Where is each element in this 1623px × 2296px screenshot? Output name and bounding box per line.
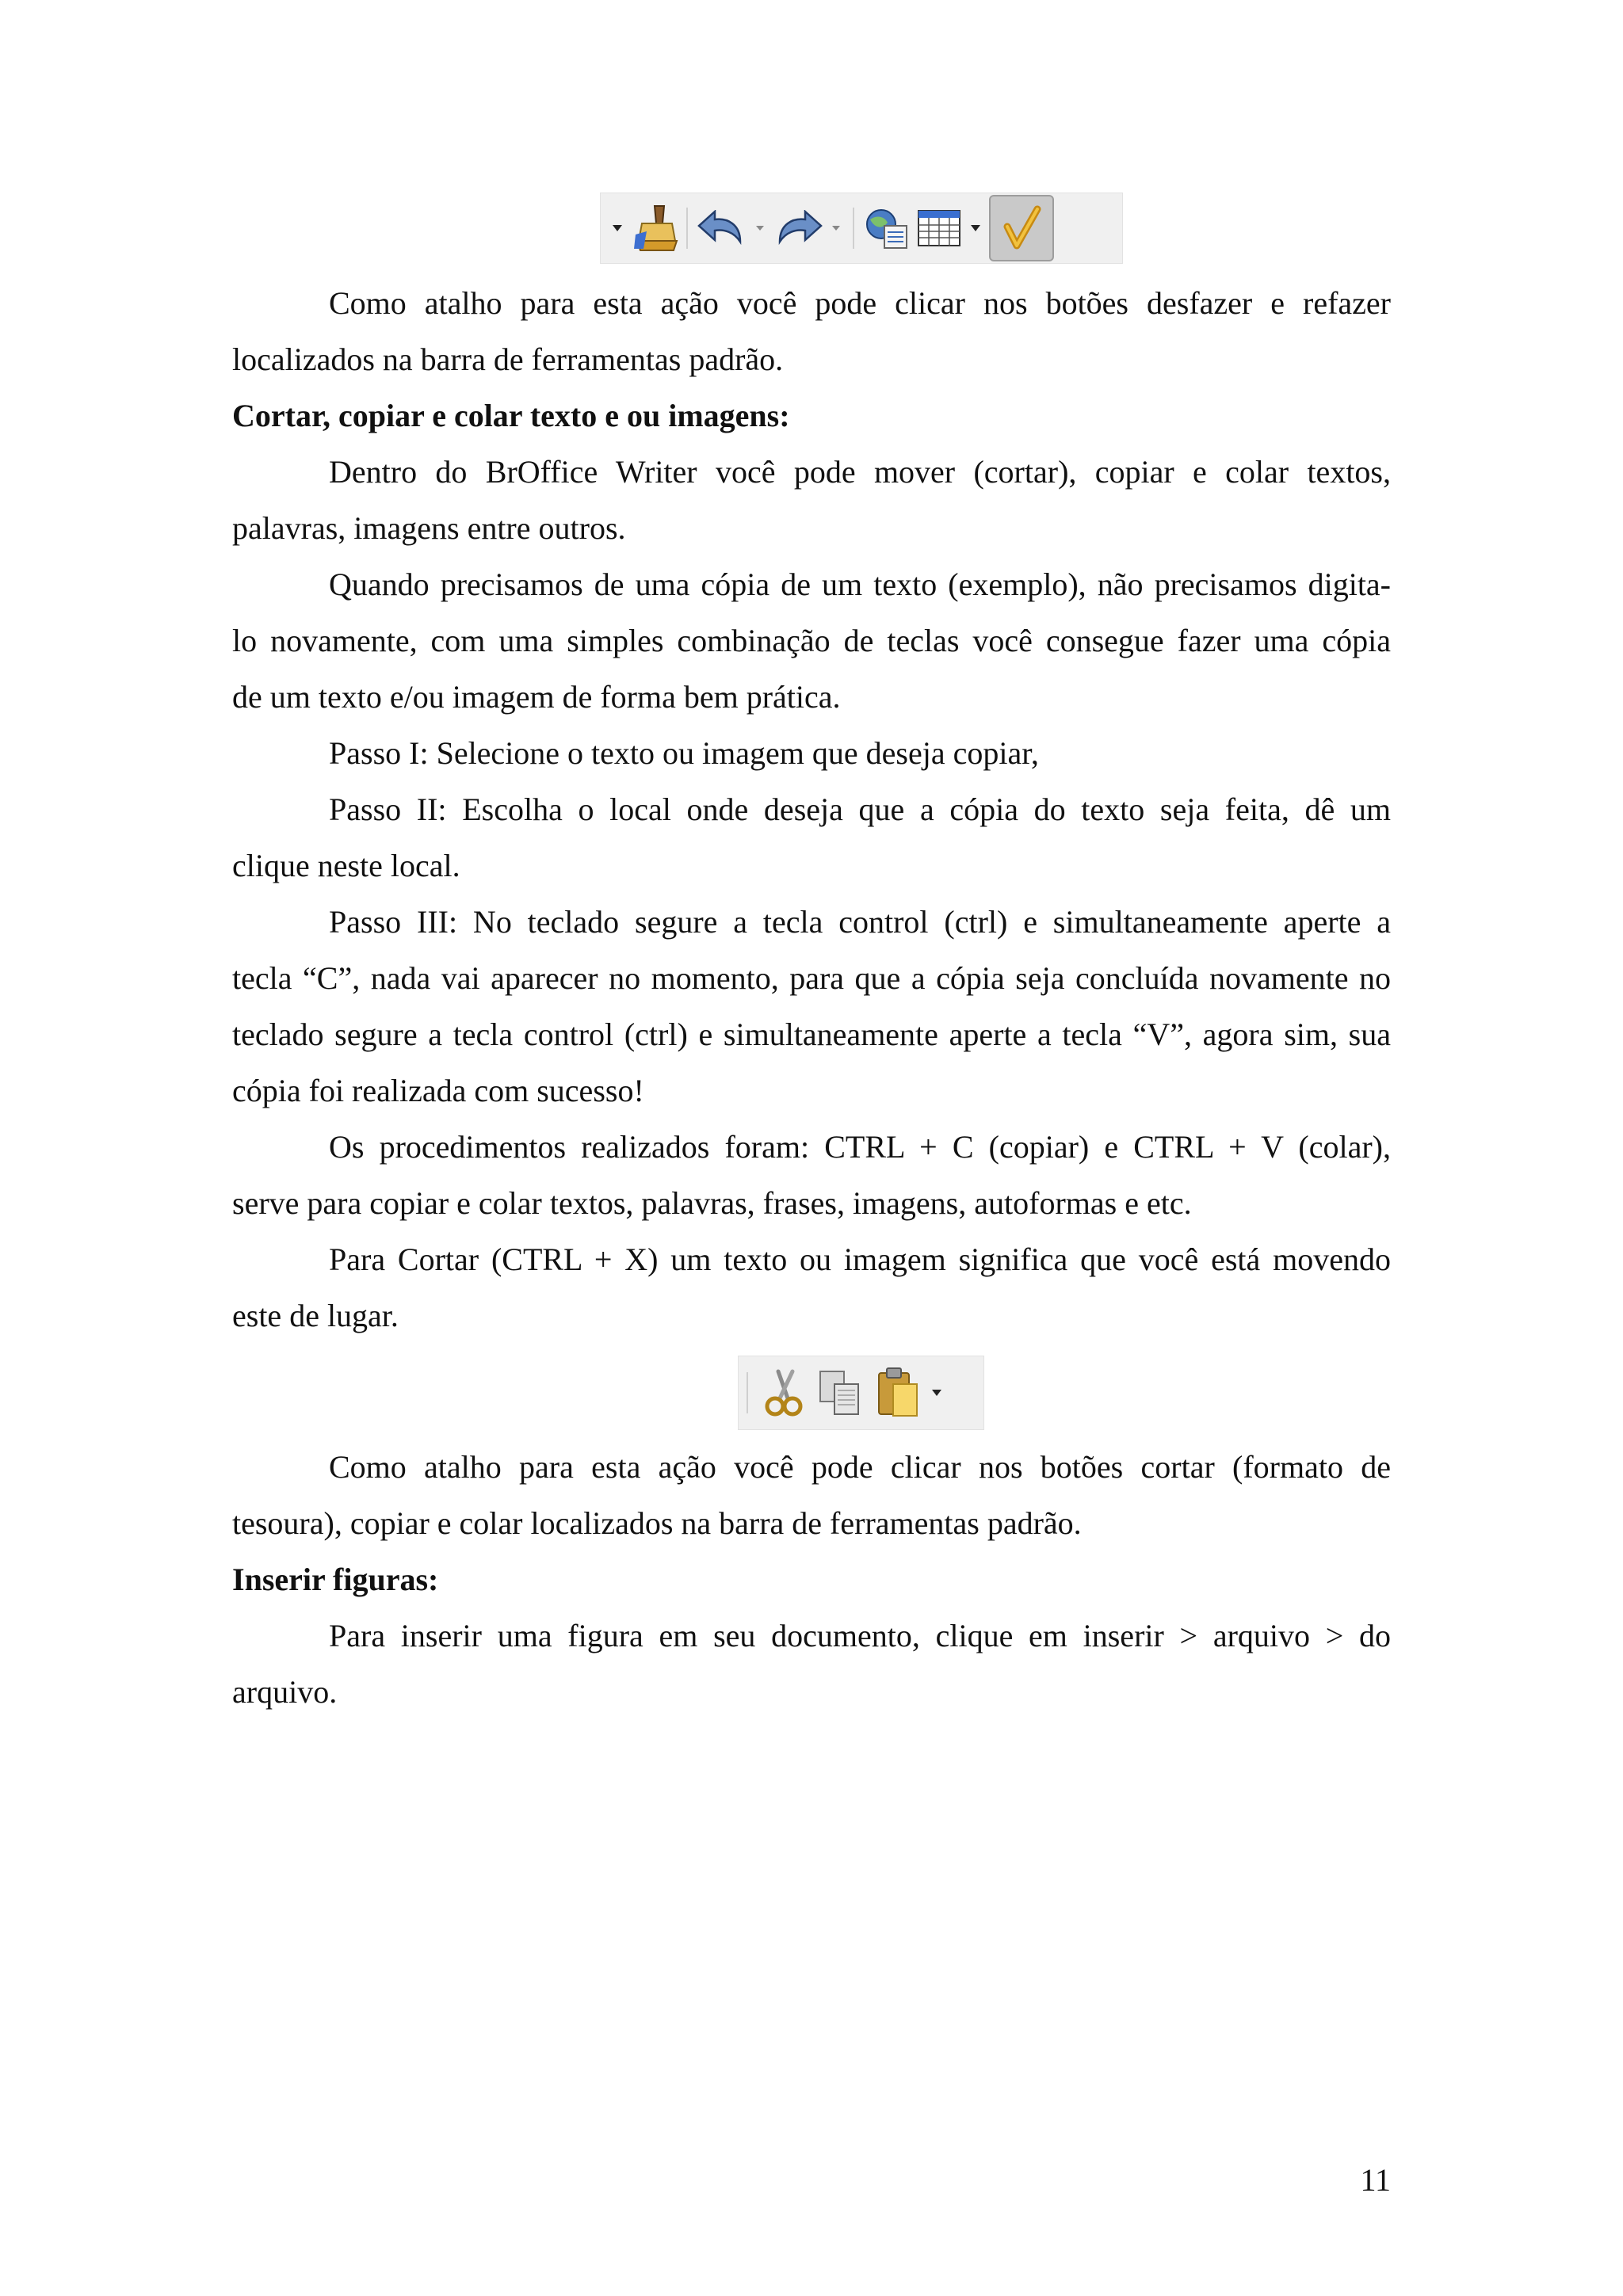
paragraph-line: tecla “C”, nada vai aparecer no momento, para que a cópia seja concluída novamente no — [232, 960, 1391, 996]
page-number: 11 — [1360, 2162, 1391, 2198]
paragraph-line: serve para copiar e colar textos, palavras, frases, imagens, autoformas e etc. — [232, 1185, 1192, 1221]
undo-dropdown-icon[interactable] — [750, 204, 770, 252]
dropdown-arrow-icon[interactable] — [605, 204, 629, 252]
paragraph-line: clique neste local. — [232, 848, 460, 883]
toolbar-separator — [747, 1372, 748, 1413]
paragraph-line: Passo II: Escolha o local onde deseja que a cópia do texto seja feita, dê um — [329, 791, 1391, 827]
table-icon[interactable] — [913, 200, 965, 256]
navigator-icon[interactable] — [861, 200, 913, 256]
paragraph-line: Os procedimentos realizados foram: CTRL + C (copiar) e CTRL + V (colar), — [329, 1129, 1391, 1165]
show-draw-functions-icon[interactable] — [989, 195, 1054, 261]
redo-dropdown-icon[interactable] — [826, 204, 846, 252]
paragraph-line: localizados na barra de ferramentas padrão. — [232, 341, 784, 377]
paste-dropdown-icon[interactable] — [926, 1369, 948, 1417]
standard-toolbar-undo-redo — [600, 193, 1123, 264]
paragraph-line: Dentro do BrOffice Writer você pode mover (cortar), copiar e colar textos, — [329, 454, 1391, 490]
section-heading: Inserir figuras: — [232, 1562, 439, 1597]
table-dropdown-icon[interactable] — [965, 204, 986, 252]
paragraph-line: palavras, imagens entre outros. — [232, 510, 626, 546]
toolbar-separator — [853, 208, 854, 249]
paragraph-line: cópia foi realizada com sucesso! — [232, 1073, 644, 1108]
paragraph-line: de um texto e/ou imagem de forma bem prática. — [232, 679, 841, 715]
clone-formatting-icon[interactable] — [629, 200, 680, 256]
paragraph-line: este de lugar. — [232, 1298, 399, 1333]
paragraph-line: lo novamente, com uma simples combinação de teclas você consegue fazer uma cópia — [232, 623, 1391, 658]
copy-icon[interactable] — [812, 1364, 869, 1421]
paragraph-line: Para inserir uma figura em seu documento, clique em inserir > arquivo > do — [329, 1618, 1391, 1653]
paragraph-line: Para Cortar (CTRL + X) um texto ou imagem significa que você está movendo — [329, 1241, 1391, 1277]
undo-icon[interactable] — [694, 200, 750, 256]
section-heading: Cortar, copiar e colar texto e ou imagens: — [232, 398, 790, 433]
paragraph-line: arquivo. — [232, 1674, 338, 1710]
paragraph-line: Como atalho para esta ação você pode clicar nos botões cortar (formato de — [329, 1449, 1391, 1485]
paragraph-line: Como atalho para esta ação você pode clicar nos botões desfazer e refazer — [329, 285, 1391, 321]
paragraph-line: Quando precisamos de uma cópia de um texto (exemplo), não precisamos digita- — [329, 566, 1391, 602]
toolbar-separator — [686, 208, 688, 249]
paragraph-line: Passo III: No teclado segure a tecla control (ctrl) e simultaneamente aperte a — [329, 904, 1391, 940]
standard-toolbar-clipboard — [738, 1356, 984, 1430]
redo-icon[interactable] — [770, 200, 826, 256]
paste-icon[interactable] — [869, 1364, 926, 1421]
paragraph-line: Passo I: Selecione o texto ou imagem que deseja copiar, — [329, 735, 1039, 771]
paragraph-line: tesoura), copiar e colar localizados na barra de ferramentas padrão. — [232, 1505, 1082, 1541]
paragraph-line: teclado segure a tecla control (ctrl) e simultaneamente aperte a tecla “V”, agora sim, sua — [232, 1016, 1391, 1052]
cut-icon[interactable] — [754, 1364, 812, 1421]
